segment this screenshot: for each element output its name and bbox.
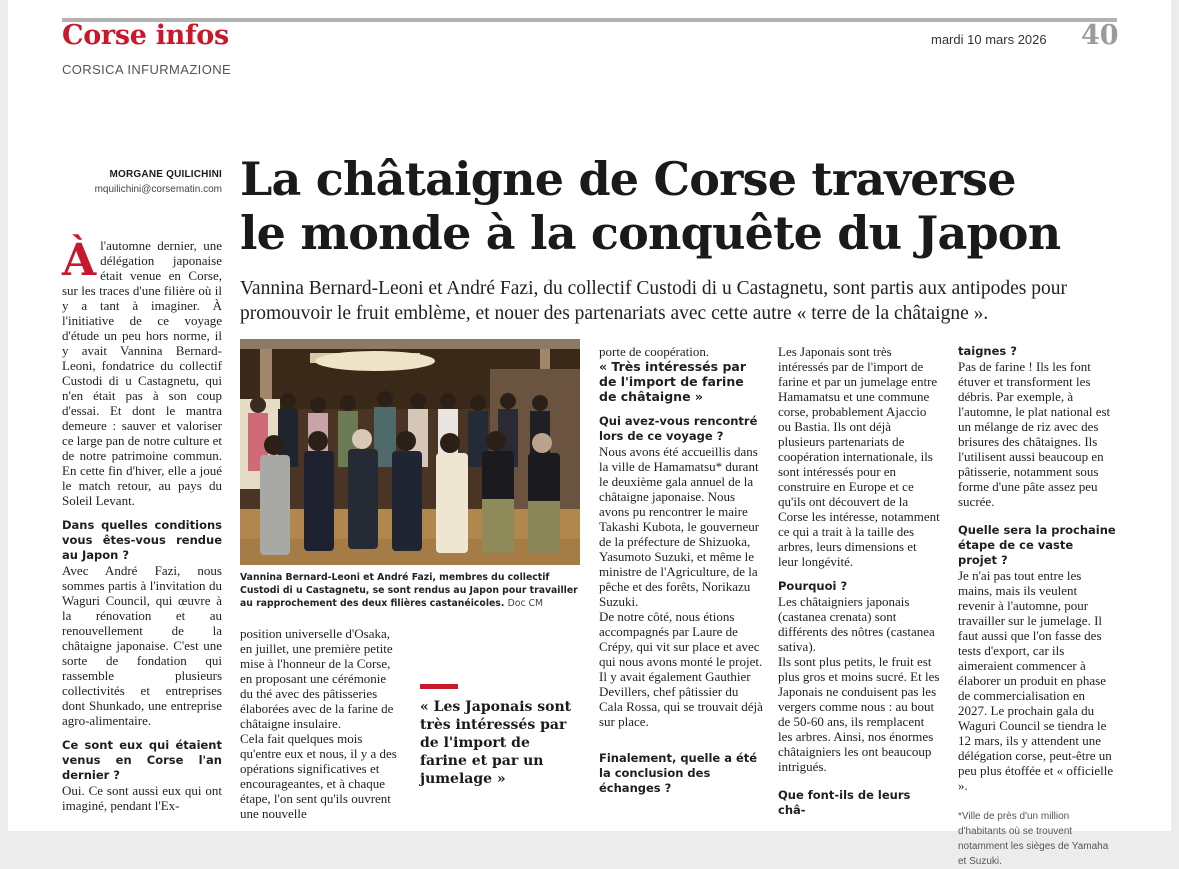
drop-cap: À — [62, 235, 97, 286]
section-brand: Corse infos — [62, 20, 229, 51]
interview-question: Que font-ils de leurs châ- — [778, 788, 911, 817]
interview-question: Qui avez-vous rencontré lors de ce voyage ? — [599, 414, 758, 443]
column-3 — [599, 344, 765, 796]
interview-answer: Avec André Fazi, nous sommes partis à l'invitation du Waguri Council, qui œuvre à la rénovation et au renouvellement de la châtaigne japonaise. C'est une sorte de fondation qui rassemble plusieurs collectivités et entreprises dont Shunkado, une entreprise agro-alimentaire. — [62, 563, 222, 728]
pull-quote: « Les Japonais sont très intéressés par de l'import de farine et par un jumelage » — [420, 699, 572, 787]
interview-answer: Je n'ai pas tout entre les mains, mais ils veulent revenir à l'automne, pour travailler sur le jumelage. Il faut aussi que l'on fasse des tests d'export, car ils aimeraient commencer à élaborer un produit en phase de commercialisation en 2027. Le prochain gala du Waguri Council se tiendra le 12 mars, ils y attendent une délégation corse, peut-être un peu plus étoffée et « officielle ». — [958, 568, 1114, 793]
interview-answer: Nous avons été accueillis dans la ville de Hamamatsu* durant le deuxième gala annuel de la châtaigne japonaise. Nous avons pu rencontrer le maire Takashi Kubota, le gouverneur de la préfecture de Shizuoka, Yasumoto Suzuki, et même le ministre de l'Agriculture, de la pêche et des forêts, Norikazu Suzuki. — [599, 444, 760, 609]
interview-answer: Oui. Ce sont aussi eux qui ont imaginé, pendant l'Ex- — [62, 783, 222, 813]
column-4 — [778, 344, 940, 818]
photo-caption — [240, 571, 585, 610]
interview-question: Ce sont eux qui étaient venus en Corse l'an dernier ? — [62, 738, 222, 782]
interview-question: taignes ? — [958, 344, 1017, 358]
interview-answer: Les châtaigniers japonais (castanea crenata) sont différents des nôtres (castanea sativa). — [778, 594, 935, 654]
interview-question: Dans quelles conditions vous êtes-vous rendue au Japon ? — [62, 518, 222, 562]
standfirst: Vannina Bernard-Leoni et André Fazi, du collectif Custodi di u Castagnetu, sont partis aux antipodes pour promouvoir le fruit emblème, et nouer des partenariats avec cette autre « terre de la châtaigne ». — [240, 278, 1067, 324]
interview-answer: position universelle d'Osaka, en juillet, une première petite mise à l'honneur de la Corse, en proposant une cérémonie du thé avec des pâtisseries élaborées avec de la farine de châtaigne insulaire. — [240, 626, 394, 731]
interview-answer: Ils sont plus petits, le fruit est plus gros et moins sucré. Et les Japonais ne conduisent pas les vergers comme nous : au bout de 50-60 ans, ils remplacent les arbres. Ainsi, nos énormes châtaigniers les ont beaucoup intrigués. — [778, 654, 940, 774]
interview-answer: Pas de farine ! Ils les font étuver et transforment les débris. Par exemple, à l'automne, le plat national est un mélange de riz avec des brisures des châtaignes. Ils l'utilisent aussi beaucoup en pâtisserie, notamment sous forme d'une pâte assez peu sucrée. — [958, 359, 1111, 509]
article-photo — [240, 339, 580, 565]
column-5 — [958, 344, 1116, 869]
byline-email[interactable]: mquilichini@corsematin.com — [94, 184, 222, 195]
interview-question: Finalement, quelle a été la conclusion des échanges ? — [599, 751, 758, 795]
interview-answer: Les Japonais sont très intéressés par de l'import de farine et par un jumelage entre Hamamatsu et une commune corse, probablement Ajaccio ou Bastia. Ils ont déjà plusieurs partenariats de coopération internationale, ils sont intéressés pour en construire en Europe et ce qu'ils ont découvert de la Corse les intéresse, notamment ce qui a trait à la taille des arbres, leurs dimensions et leur longévité. — [778, 344, 940, 569]
interview-question: Pourquoi ? — [778, 579, 848, 593]
caption-text: Vannina Bernard-Leoni et André Fazi, membres du collectif Custodi di u Castagnetu, se sont rendus au Japon pour travailler au rapprochement des deux filières castanéicoles. — [240, 572, 578, 609]
lead-text: l'automne dernier, une délégation japonaise était venue en Corse, sur les traces d'une filière où il y a tant à imaginer. À l'initiative de ce voyage d'étude un peu hors norme, il y avait Vannina Bernard-Leoni, fondatrice du collectif Custodi di u Castagnetu, qui n'en était pas à son coup d'essai. Et dont le mantra demeure : sauver et valoriser ce large pan de notre culture et de notre patrimoine commun. En cette fin d'hiver, elle a joué le match retour, au pays du Soleil Levant. — [62, 238, 223, 508]
headline — [240, 152, 1120, 260]
section-subtitle: CORSICA INFURMAZIONE — [62, 62, 232, 77]
pull-quote-marker — [420, 684, 458, 689]
footnote: *Ville de près d'un million d'habitants où se trouvent notamment les sièges de Yamaha et Suzuki. — [958, 811, 1109, 867]
interview-answer: Cela fait quelques mois qu'entre eux et nous, il y a des opérations significatives et encourageantes, et à chaque étape, l'on sent qu'ils ouvrent une nouvelle — [240, 731, 397, 821]
headline-line-2: le monde à la conquête du Japon — [240, 206, 1061, 260]
intertitle: « Très intéressés par de l'import de farine de châtaigne » — [599, 359, 746, 404]
issue-date: mardi 10 mars 2026 — [931, 32, 1047, 47]
interview-answer: De notre côté, nous étions accompagnés par Laure de Crépy, qui vit sur place et avec qui nous avons monté le projet. Il y avait également Gauthier Devillers, chef pâtissier du Cala Rossa, qui se trouvait déjà sur place. — [599, 609, 763, 729]
page-number: 40 — [1081, 20, 1119, 51]
headline-line-1: La châtaigne de Corse traverse — [240, 152, 1016, 206]
byline-author: MORGANE QUILICHINI — [109, 169, 222, 180]
newspaper-page — [8, 0, 1171, 867]
photo-credit: Doc CM — [507, 598, 544, 609]
column-1 — [62, 235, 223, 813]
group-photo-icon — [240, 339, 580, 565]
interview-answer: porte de coopération. — [599, 344, 710, 359]
column-2 — [240, 626, 400, 821]
interview-question: Quelle sera la prochaine étape de ce vaste projet ? — [958, 523, 1116, 567]
lead-paragraph — [62, 235, 223, 508]
